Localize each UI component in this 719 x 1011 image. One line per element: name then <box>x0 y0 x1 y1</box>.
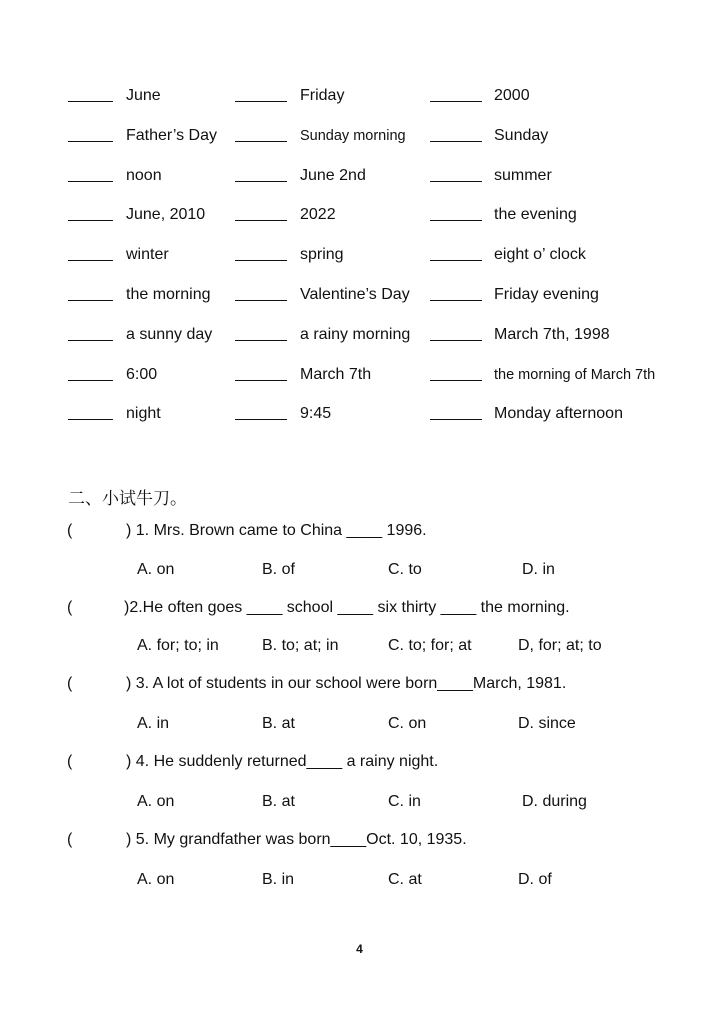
question-text: ) 5. My grandfather was born____Oct. 10, 1935. <box>126 831 467 848</box>
answer-blank[interactable] <box>235 260 287 261</box>
question-text: ) 3. A lot of students in our school were born____March, 1981. <box>126 675 567 692</box>
question-5 <box>0 831 719 855</box>
table-cell: winter <box>126 246 169 264</box>
answer-paren[interactable]: ( <box>67 522 73 539</box>
answer-blank[interactable] <box>430 340 482 341</box>
answer-blank[interactable] <box>430 380 482 381</box>
option-b[interactable]: B. at <box>262 793 295 810</box>
answer-paren[interactable]: ( <box>67 753 73 770</box>
question-4 <box>0 753 719 777</box>
question-2 <box>0 599 719 623</box>
table-cell: a sunny day <box>126 325 213 343</box>
option-a[interactable]: A. on <box>137 561 175 578</box>
table-row <box>0 162 719 202</box>
table-cell: 2000 <box>494 87 530 104</box>
option-d[interactable]: D, for; at; to <box>518 637 602 654</box>
table-cell: Friday <box>300 87 345 104</box>
answer-blank[interactable] <box>68 220 113 221</box>
section-title: 二、小试牛刀。 <box>68 489 187 509</box>
question-text: ) 4. He suddenly returned____ a rainy night. <box>126 753 439 770</box>
question-text: )2.He often goes ____ school ____ six thirty ____ the morning. <box>124 599 570 616</box>
answer-blank[interactable] <box>235 181 287 182</box>
table-cell: June 2nd <box>300 166 366 184</box>
table-row <box>0 321 719 361</box>
table-cell: the morning of March 7th <box>494 366 656 383</box>
table-cell: eight o’ clock <box>494 246 586 264</box>
table-cell: June <box>126 87 161 104</box>
table-row <box>0 281 719 321</box>
table-cell: March 7th <box>300 365 372 383</box>
answer-blank[interactable] <box>235 101 287 102</box>
question-text: ) 1. Mrs. Brown came to China ____ 1996. <box>126 522 427 539</box>
answer-blank[interactable] <box>430 141 482 142</box>
answer-blank[interactable] <box>430 419 482 420</box>
table-cell: the morning <box>126 285 211 303</box>
option-a[interactable]: A. on <box>137 871 175 888</box>
table-cell: Monday afternoon <box>494 405 623 423</box>
table-cell: Friday evening <box>494 285 599 303</box>
option-c[interactable]: C. to <box>388 561 422 578</box>
answer-blank[interactable] <box>430 101 482 102</box>
table-cell: March 7th, 1998 <box>494 325 610 343</box>
option-c[interactable]: C. on <box>388 715 427 732</box>
answer-blank[interactable] <box>430 181 482 182</box>
answer-blank[interactable] <box>68 419 113 420</box>
option-a[interactable]: A. on <box>137 793 175 810</box>
table-cell: Father’s Day <box>126 126 217 144</box>
option-c[interactable]: C. at <box>388 871 422 888</box>
answer-blank[interactable] <box>235 419 287 420</box>
table-cell: a rainy morning <box>300 325 411 343</box>
option-d[interactable]: D. during <box>522 793 587 810</box>
table-cell: spring <box>300 246 344 264</box>
answer-blank[interactable] <box>430 220 482 221</box>
option-a[interactable]: A. in <box>137 715 170 732</box>
table-cell: 2022 <box>300 206 336 224</box>
table-cell: noon <box>126 166 162 184</box>
page-number: 4 <box>356 942 363 956</box>
table-row <box>0 361 719 401</box>
answer-blank[interactable] <box>68 181 113 182</box>
answer-blank[interactable] <box>68 260 113 261</box>
table-row <box>0 82 719 122</box>
answer-blank[interactable] <box>68 141 113 142</box>
table-cell: summer <box>494 166 552 184</box>
answer-blank[interactable] <box>68 101 113 102</box>
answer-blank[interactable] <box>68 300 113 301</box>
answer-blank[interactable] <box>68 340 113 341</box>
answer-blank[interactable] <box>68 380 113 381</box>
option-a[interactable]: A. for; to; in <box>137 637 219 654</box>
answer-blank[interactable] <box>235 380 287 381</box>
option-c[interactable]: C. to; for; at <box>388 637 472 654</box>
table-row <box>0 122 719 162</box>
option-d[interactable]: D. of <box>518 871 552 888</box>
option-b[interactable]: B. in <box>262 871 295 888</box>
table-row <box>0 241 719 281</box>
question-3 <box>0 675 719 699</box>
table-cell: 9:45 <box>300 405 332 423</box>
table-row <box>0 201 719 241</box>
answer-blank[interactable] <box>235 220 287 221</box>
fill-in-table <box>0 82 719 440</box>
table-cell: the evening <box>494 206 577 224</box>
table-cell: Sunday morning <box>300 127 406 144</box>
question-1 <box>0 522 719 546</box>
table-cell: 6:00 <box>126 365 158 383</box>
option-d[interactable]: D. in <box>522 561 555 578</box>
table-cell: June, 2010 <box>126 206 206 224</box>
answer-blank[interactable] <box>235 300 287 301</box>
answer-blank[interactable] <box>430 260 482 261</box>
answer-blank[interactable] <box>235 340 287 341</box>
table-cell: Sunday <box>494 126 549 144</box>
table-cell: night <box>126 405 161 423</box>
table-row <box>0 400 719 440</box>
answer-paren[interactable]: ( <box>67 831 73 848</box>
option-c[interactable]: C. in <box>388 793 421 810</box>
answer-paren[interactable]: ( <box>67 675 73 692</box>
answer-blank[interactable] <box>430 300 482 301</box>
option-d[interactable]: D. since <box>518 715 576 732</box>
option-b[interactable]: B. to; at; in <box>262 637 339 654</box>
option-b[interactable]: B. at <box>262 715 295 732</box>
option-b[interactable]: B. of <box>262 561 295 578</box>
answer-blank[interactable] <box>235 141 287 142</box>
answer-paren[interactable]: ( <box>67 599 73 616</box>
table-cell: Valentine’s Day <box>300 285 410 303</box>
